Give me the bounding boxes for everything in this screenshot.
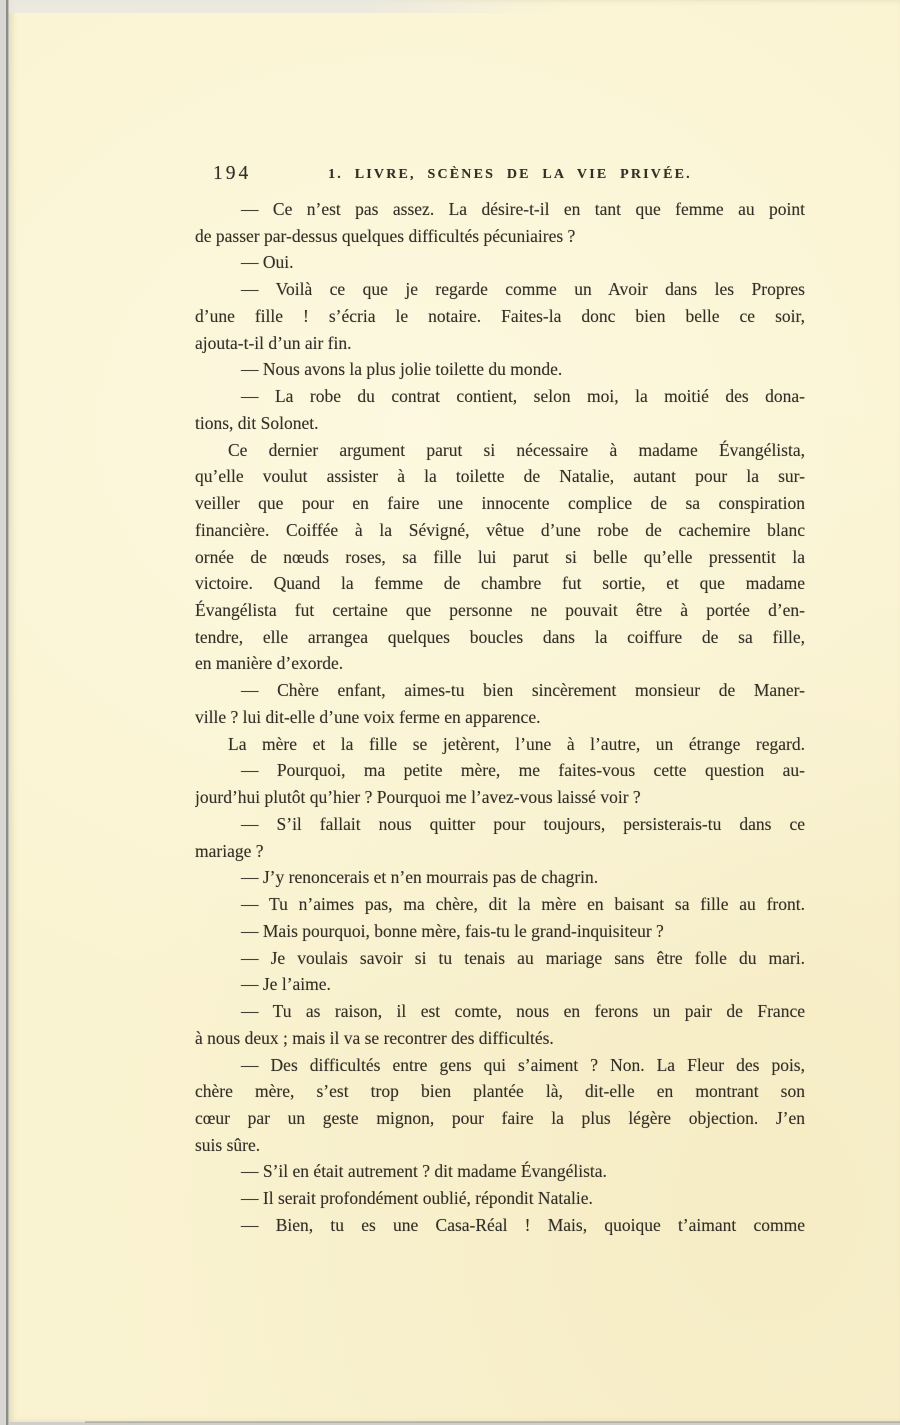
page-number: 194 xyxy=(213,163,252,184)
page-header xyxy=(195,163,805,189)
text-line: — Des difficultés entre gens qui s’aiment ? Non. La Fleur des pois, xyxy=(241,1054,805,1075)
text-line: — Bien, tu es une Casa-Réal ! Mais, quoique t’aimant comme xyxy=(241,1214,805,1235)
text-line: de passer par-dessus quelques difficultés pécuniaires ? xyxy=(195,225,576,246)
text-line: Évangélista fut certaine que personne ne pouvait être à portée d’en- xyxy=(195,600,805,621)
text-line: — S’il fallait nous quitter pour toujours, persisterais-tu dans ce xyxy=(241,813,805,834)
text-line: ville ? lui dit-elle d’une voix ferme en apparence. xyxy=(195,706,541,727)
text-line: — Il serait profondément oublié, répondit Natalie. xyxy=(241,1188,593,1209)
text-line: — Chère enfant, aimes-tu bien sincèrement monsieur de Maner- xyxy=(241,680,805,701)
text-line: en manière d’exorde. xyxy=(195,653,344,674)
text-block xyxy=(195,196,805,1239)
text-line: ajouta-t-il d’un air fin. xyxy=(195,332,352,353)
text-line: La mère et la fille se jetèrent, l’une à l’autre, un étrange regard. xyxy=(228,733,805,754)
text-line: Ce dernier argument parut si nécessaire à madame Évangélista, xyxy=(228,439,805,460)
text-line: chère mère, s’est trop bien plantée là, dit-elle en montrant son xyxy=(195,1081,805,1102)
text-line: qu’elle voulut assister à la toilette de Natalie, autant pour la sur- xyxy=(195,466,805,487)
text-line: victoire. Quand la femme de chambre fut sortie, et que madame xyxy=(195,573,805,594)
text-line: suis sûre. xyxy=(195,1134,261,1155)
text-line: — Je l’aime. xyxy=(241,974,331,995)
scan-edge-top xyxy=(9,0,561,13)
text-line: d’une fille ! s’écria le notaire. Faites-la donc bien belle ce soir, xyxy=(195,305,805,326)
page-edge-bottom-line xyxy=(85,1421,900,1423)
text-line: tendre, elle arrangea quelques boucles dans la coiffure de sa fille, xyxy=(195,626,805,647)
text-line: cœur par un geste mignon, pour faire la plus légère objection. J’en xyxy=(195,1107,805,1128)
text-line: — Ce n’est pas assez. La désire-t-il en tant que femme au point xyxy=(241,199,805,219)
text-line: — J’y renoncerais et n’en mourrais pas de chagrin. xyxy=(241,867,599,888)
text-line: — Nous avons la plus jolie toilette du monde. xyxy=(241,359,563,380)
text-line: — Tu as raison, il est comte, nous en ferons un pair de France xyxy=(241,1001,805,1022)
text-line: mariage ? xyxy=(195,840,264,861)
text-line: — Tu n’aimes pas, ma chère, dit la mère en baisant sa fille au front. xyxy=(241,894,805,915)
text-line: — Mais pourquoi, bonne mère, fais-tu le grand-inquisiteur ? xyxy=(241,920,664,941)
text-line: — S’il en était autrement ? dit madame Évangélista. xyxy=(241,1161,607,1182)
text-line: ornée de nœuds roses, sa fille lui parut si belle qu’elle pressentit la xyxy=(195,546,805,567)
text-line: — Voilà ce que je regarde comme un Avoir dans les Propres xyxy=(241,279,805,300)
text-line: — Oui. xyxy=(241,252,294,273)
text-line: — Je voulais savoir si tu tenais au mariage sans être folle du mari. xyxy=(241,947,805,968)
text-line: tions, dit Solonet. xyxy=(195,412,319,433)
text-line: veiller que pour en faire une innocente complice de sa conspiration xyxy=(195,493,805,514)
running-title: 1. LIVRE, SCÈNES DE LA VIE PRIVÉE. xyxy=(328,167,692,182)
scan-edge-left xyxy=(0,0,9,1425)
text-line: financière. Coiffée à la Sévigné, vêtue d’une robe de cachemire blanc xyxy=(195,519,805,540)
text-line: — La robe du contrat contient, selon moi, la moitié des dona- xyxy=(241,386,805,407)
text-line: — Pourquoi, ma petite mère, me faites-vous cette question au- xyxy=(241,760,805,781)
text-line: jourd’hui plutôt qu’hier ? Pourquoi me l’avez-vous laissé voir ? xyxy=(195,787,641,808)
text-line: à nous deux ; mais il va se recontrer des difficultés. xyxy=(195,1027,554,1048)
